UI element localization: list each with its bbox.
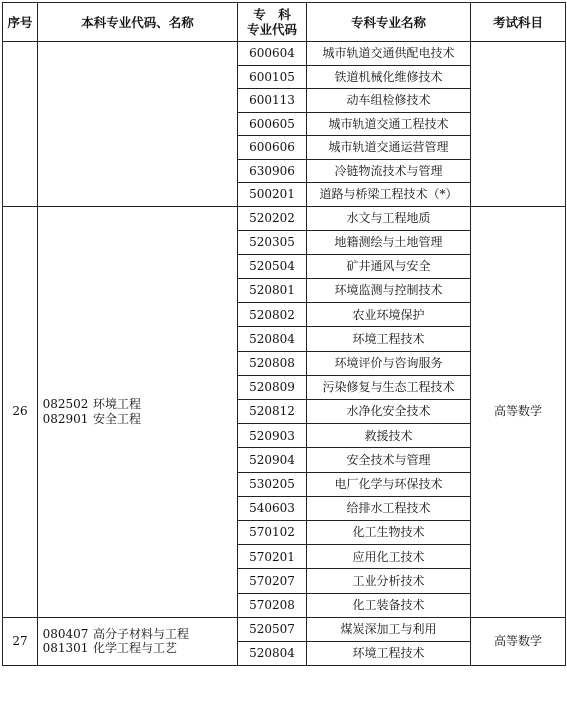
major-code: 520504 (238, 254, 307, 278)
major-name: 环境工程技术 (307, 327, 471, 351)
major-code: 500201 (238, 183, 307, 207)
exam-subject: 高等数学 (471, 206, 566, 617)
major-name: 救援技术 (307, 424, 471, 448)
major-name: 化工装备技术 (307, 593, 471, 617)
major-code: 570201 (238, 545, 307, 569)
undergrad-major (38, 641, 237, 655)
major-code: 570102 (238, 520, 307, 544)
header-subject: 考试科目 (471, 3, 566, 42)
major-name: 动车组检修技术 (307, 89, 471, 113)
major-code: 520809 (238, 375, 307, 399)
major-code: 630906 (238, 159, 307, 183)
undergrad-code: 082901 (42, 411, 89, 426)
undergrad-code: 080407 (42, 626, 89, 641)
major-code: 520305 (238, 230, 307, 254)
major-code: 540603 (238, 496, 307, 520)
major-code: 520904 (238, 448, 307, 472)
major-name: 煤炭深加工与利用 (307, 617, 471, 641)
undergrad-code: 081301 (42, 641, 89, 656)
undergrad-majors (38, 617, 238, 665)
major-name: 地籍测绘与土地管理 (307, 230, 471, 254)
undergrad-majors (38, 42, 238, 207)
undergrad-name: 环境工程 (93, 397, 142, 412)
major-code: 600606 (238, 136, 307, 160)
major-code: 520812 (238, 400, 307, 424)
major-name: 城市轨道交通工程技术 (307, 112, 471, 136)
major-name: 电厂化学与环保技术 (307, 472, 471, 496)
major-name: 冷链物流技术与管理 (307, 159, 471, 183)
undergrad-major (38, 627, 237, 641)
major-code: 520801 (238, 279, 307, 303)
table-body (3, 42, 566, 666)
major-code: 530205 (238, 472, 307, 496)
major-name: 化工生物技术 (307, 520, 471, 544)
major-code: 570207 (238, 569, 307, 593)
major-table (2, 2, 566, 666)
major-code: 520507 (238, 617, 307, 641)
undergrad-name: 高分子材料与工程 (93, 626, 190, 641)
header-code-line2: 专业代码 (246, 22, 297, 37)
undergrad-major (38, 397, 237, 411)
table-row (3, 42, 566, 66)
major-name: 应用化工技术 (307, 545, 471, 569)
undergrad-majors (38, 206, 238, 617)
major-code: 520804 (238, 327, 307, 351)
major-code: 520808 (238, 351, 307, 375)
major-code: 600604 (238, 42, 307, 66)
table-row (3, 206, 566, 230)
major-code: 600605 (238, 112, 307, 136)
major-name: 铁道机械化维修技术 (307, 65, 471, 89)
exam-subject: 高等数学 (471, 617, 566, 665)
major-name: 环境工程技术 (307, 641, 471, 665)
major-name: 农业环境保护 (307, 303, 471, 327)
major-name: 城市轨道交通运营管理 (307, 136, 471, 160)
major-name: 水净化安全技术 (307, 400, 471, 424)
undergrad-name: 化学工程与工艺 (93, 641, 178, 656)
header-index: 序号 (3, 3, 38, 42)
undergrad-name: 安全工程 (93, 411, 142, 426)
major-code: 570208 (238, 593, 307, 617)
major-code: 600113 (238, 89, 307, 113)
undergrad-code: 082502 (42, 397, 89, 412)
major-name: 水文与工程地质 (307, 206, 471, 230)
major-code: 520802 (238, 303, 307, 327)
major-code: 520202 (238, 206, 307, 230)
major-name: 安全技术与管理 (307, 448, 471, 472)
table-row (3, 617, 566, 641)
major-code: 520903 (238, 424, 307, 448)
header-code (238, 3, 307, 42)
header-undergrad: 本科专业代码、名称 (38, 3, 238, 42)
group-index: 26 (3, 206, 38, 617)
major-name: 矿井通风与安全 (307, 254, 471, 278)
group-index: 27 (3, 617, 38, 665)
header-code-line1: 专 科 (253, 7, 291, 22)
major-name: 环境监测与控制技术 (307, 279, 471, 303)
header-row (3, 3, 566, 42)
undergrad-major (38, 412, 237, 426)
major-code: 520804 (238, 641, 307, 665)
major-code: 600105 (238, 65, 307, 89)
header-name: 专科专业名称 (307, 3, 471, 42)
major-name: 污染修复与生态工程技术 (307, 375, 471, 399)
major-name: 给排水工程技术 (307, 496, 471, 520)
major-name: 环境评价与咨询服务 (307, 351, 471, 375)
major-name: 工业分析技术 (307, 569, 471, 593)
exam-subject (471, 42, 566, 207)
group-index (3, 42, 38, 207)
major-name: 道路与桥梁工程技术（*） (307, 183, 471, 207)
major-name: 城市轨道交通供配电技术 (307, 42, 471, 66)
